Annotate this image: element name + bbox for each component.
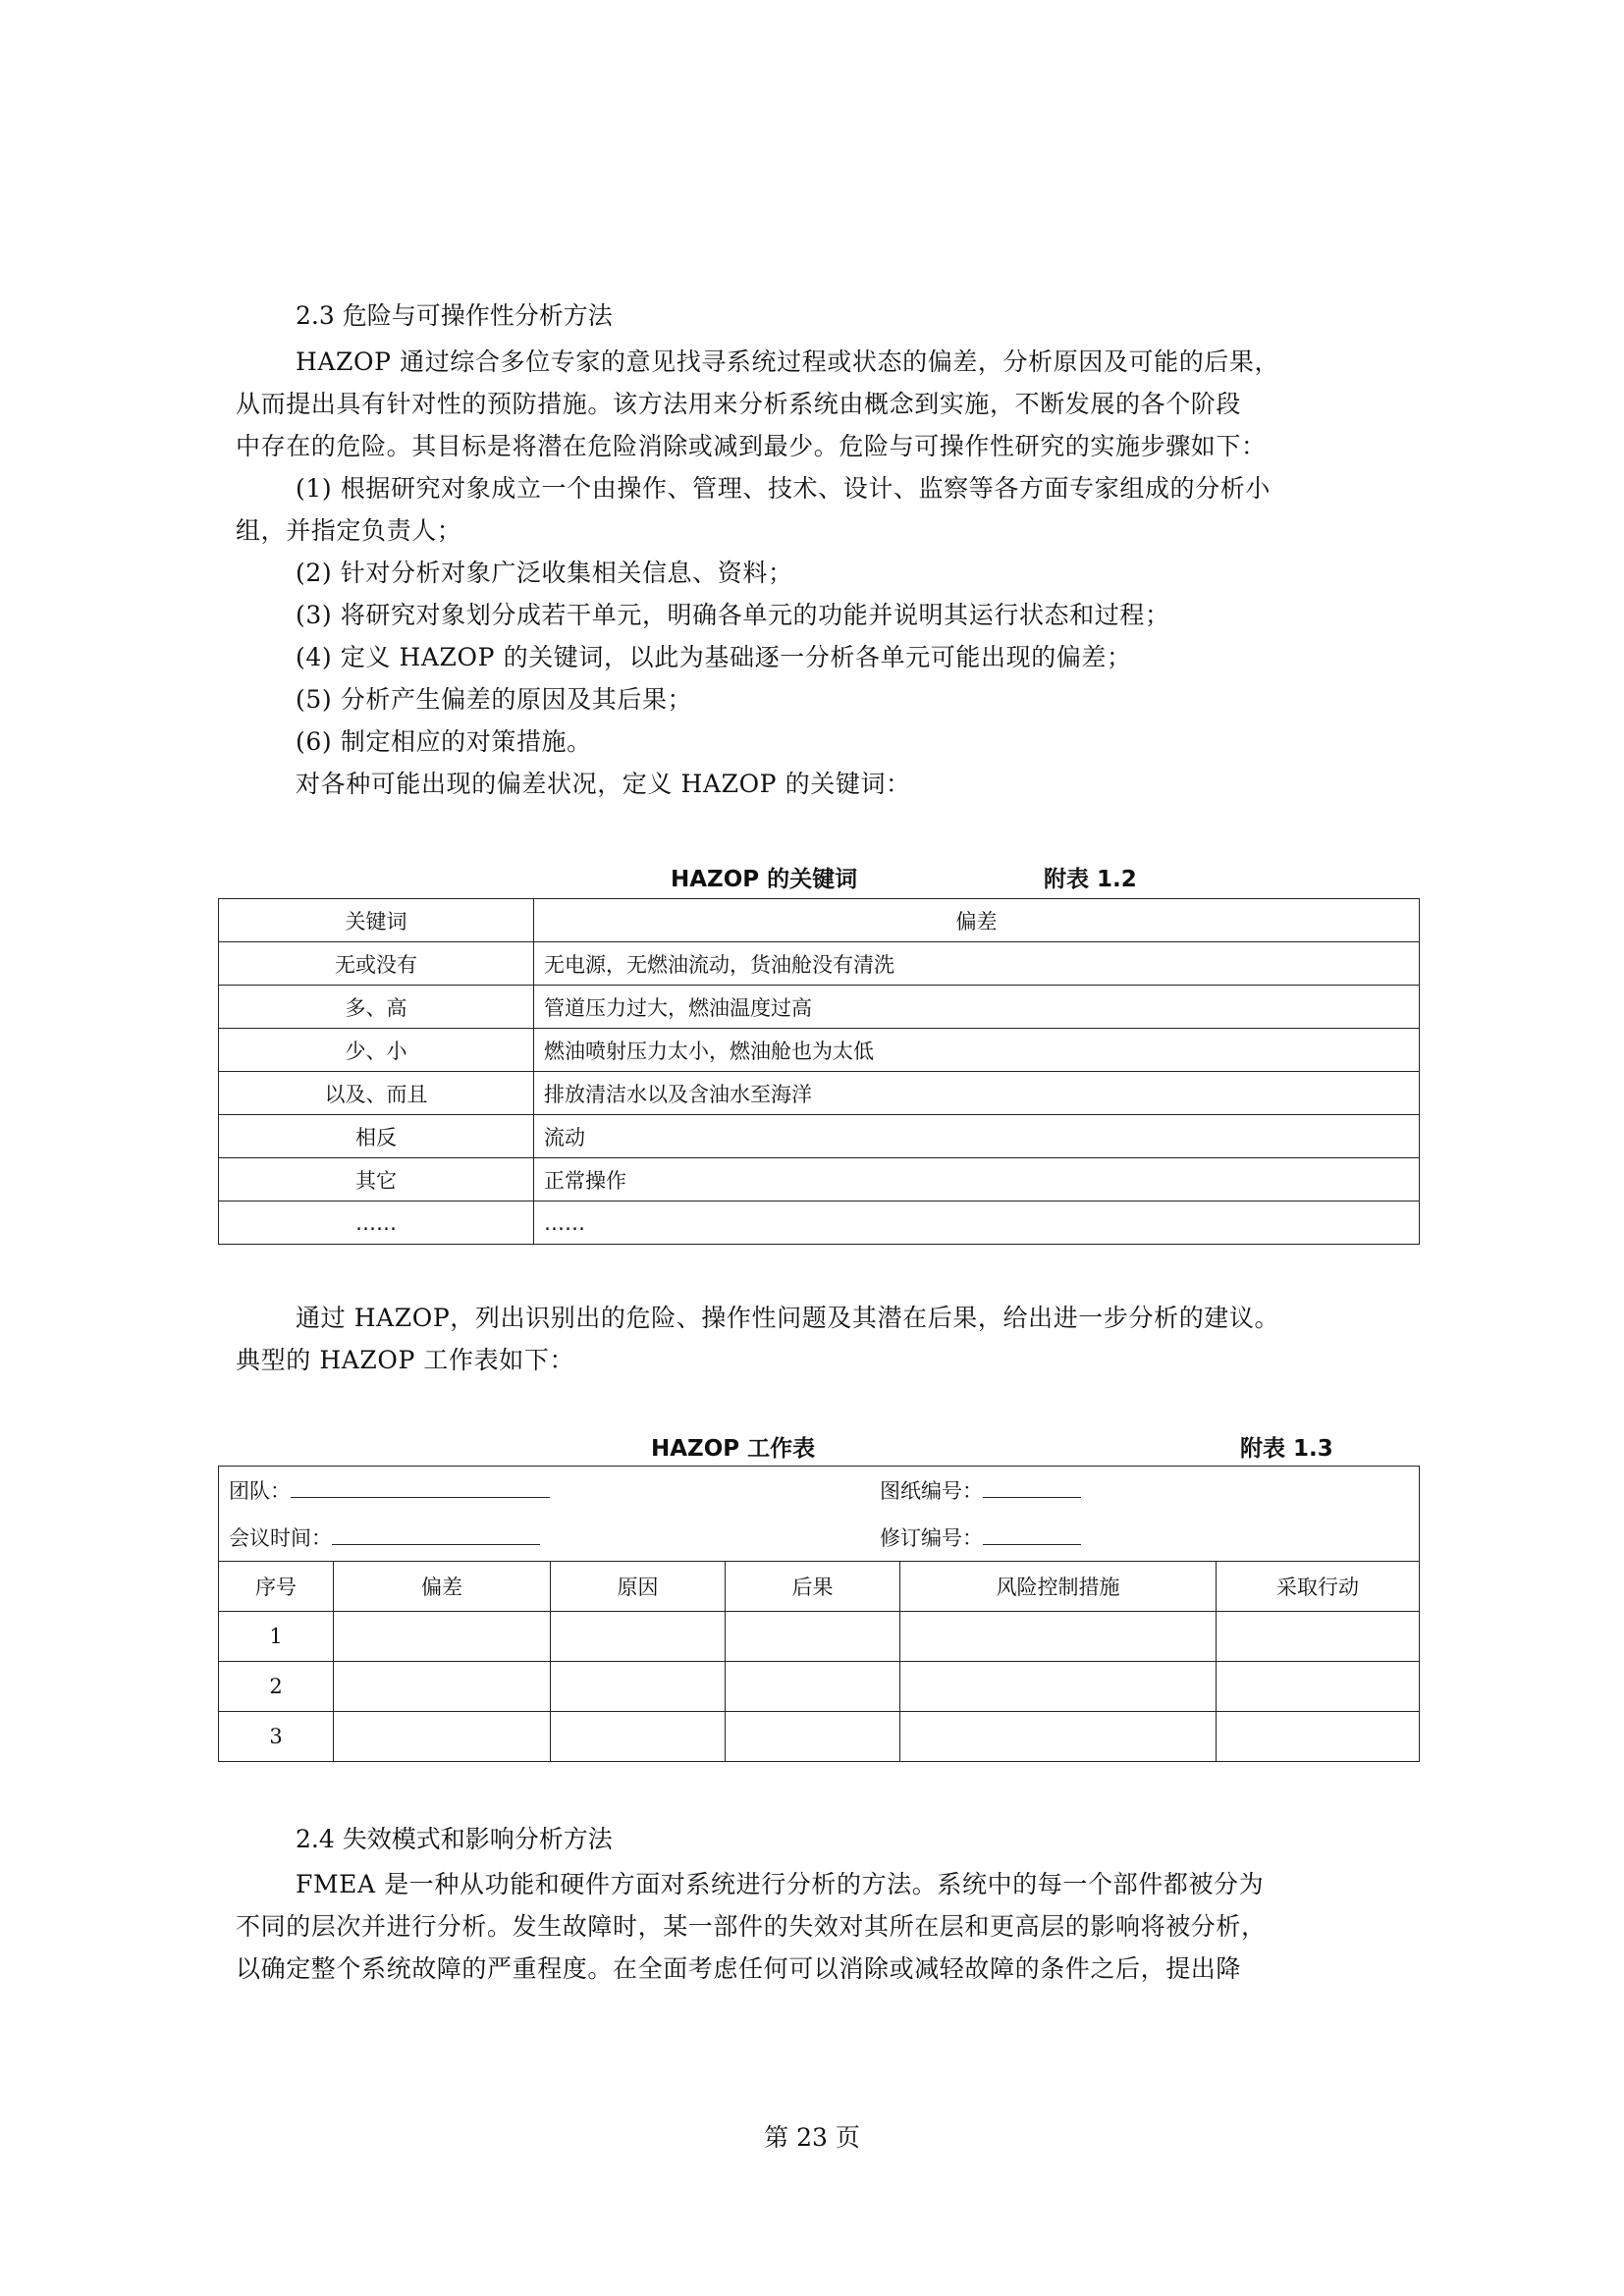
body-line: 以确定整个系统故障的严重程度。在全面考虑任何可以消除或减轻故障的条件之后，提出降 xyxy=(236,1954,1242,1983)
keyword-intro: 对各种可能出现的偏差状况，定义 HAZOP 的关键词： xyxy=(296,770,911,798)
deviation-cell: 无电源，无燃油流动，货油舱没有清洗 xyxy=(534,942,1420,986)
row-number-cell: 1 xyxy=(219,1612,334,1662)
table-row xyxy=(219,1612,1420,1662)
column-header: 偏差 xyxy=(334,1562,551,1612)
meta-cell xyxy=(219,1514,1420,1562)
step-item: (2) 针对分析对象广泛收集相关信息、资料； xyxy=(296,559,793,587)
table-row xyxy=(219,1072,1420,1115)
meeting-time-label: 会议时间： xyxy=(229,1526,332,1550)
intro-line: HAZOP 通过综合多位专家的意见找寻系统过程或状态的偏差，分析原因及可能的后果， xyxy=(296,347,1280,376)
worksheet-meta-row xyxy=(219,1467,1420,1515)
empty-cell xyxy=(1217,1712,1420,1762)
column-header: 序号 xyxy=(219,1562,334,1612)
worksheet-intro-line: 通过 HAZOP，列出识别出的危险、操作性问题及其潜在后果，给出进一步分析的建议。 xyxy=(296,1304,1280,1332)
deviation-cell: 流动 xyxy=(534,1115,1420,1158)
step-item: 组，并指定负责人； xyxy=(236,516,462,545)
empty-cell xyxy=(551,1612,726,1662)
table-row xyxy=(219,1201,1420,1245)
empty-cell xyxy=(726,1612,900,1662)
body-line: 不同的层次并进行分析。发生故障时，某一部件的失效对其所在层和更高层的影响将被分析， xyxy=(236,1912,1267,1941)
deviation-cell: 排放清洁水以及含油水至海洋 xyxy=(534,1072,1420,1115)
deviation-cell: …… xyxy=(534,1201,1420,1245)
row-number-cell: 3 xyxy=(219,1712,334,1762)
empty-cell xyxy=(551,1662,726,1712)
empty-cell xyxy=(900,1662,1217,1712)
keyword-cell: 少、小 xyxy=(219,1029,534,1072)
hazop-keyword-table xyxy=(218,898,1420,1245)
section-2-4-heading: 2.4 失效模式和影响分析方法 xyxy=(296,1825,613,1853)
table-header-row xyxy=(219,899,1420,942)
section-2-4-body xyxy=(236,1863,1409,1990)
table-row xyxy=(219,1115,1420,1158)
table-row xyxy=(219,1712,1420,1762)
step-item: (1) 根据研究对象成立一个由操作、管理、技术、设计、监察等各方面专家组成的分析小 xyxy=(296,474,1271,503)
empty-cell xyxy=(726,1662,900,1712)
drawing-number-field xyxy=(880,1475,1081,1505)
empty-cell xyxy=(334,1662,551,1712)
empty-cell xyxy=(334,1612,551,1662)
section-2-3-heading: 2.3 危险与可操作性分析方法 xyxy=(296,301,613,330)
keyword-cell: 其它 xyxy=(219,1158,534,1201)
hazop-worksheet-table xyxy=(218,1466,1420,1762)
revision-number-label: 修订编号： xyxy=(880,1526,983,1550)
team-blank xyxy=(291,1477,550,1498)
drawing-number-blank xyxy=(983,1477,1081,1498)
empty-cell xyxy=(900,1612,1217,1662)
table-1-2-ref: 附表 1.2 xyxy=(1044,867,1137,892)
section-2-3-intro xyxy=(236,341,1409,467)
deviation-cell: 正常操作 xyxy=(534,1158,1420,1201)
table-1-3-title: HAZOP 工作表 xyxy=(651,1436,816,1462)
deviation-cell: 燃油喷射压力太小，燃油舱也为太低 xyxy=(534,1029,1420,1072)
revision-number-field xyxy=(880,1522,1081,1552)
table-row xyxy=(219,1662,1420,1712)
drawing-number-label: 图纸编号： xyxy=(880,1479,983,1503)
page-number: 第 23 页 xyxy=(764,2123,860,2152)
deviation-cell: 管道压力过大，燃油温度过高 xyxy=(534,986,1420,1029)
table-row xyxy=(219,942,1420,986)
keyword-cell: 多、高 xyxy=(219,986,534,1029)
empty-cell xyxy=(900,1712,1217,1762)
column-header: 后果 xyxy=(726,1562,900,1612)
hazop-steps xyxy=(236,467,1409,805)
step-item: (6) 制定相应的对策措施。 xyxy=(296,727,592,756)
column-header: 风险控制措施 xyxy=(900,1562,1217,1612)
step-item: (5) 分析产生偏差的原因及其后果； xyxy=(296,685,693,714)
meta-cell xyxy=(219,1467,1420,1515)
keyword-cell: …… xyxy=(219,1201,534,1245)
table-header-row xyxy=(219,1562,1420,1612)
table-row xyxy=(219,1158,1420,1201)
team-label: 团队： xyxy=(229,1479,291,1503)
empty-cell xyxy=(1217,1662,1420,1712)
keyword-cell: 相反 xyxy=(219,1115,534,1158)
row-number-cell: 2 xyxy=(219,1662,334,1712)
column-header: 偏差 xyxy=(534,899,1420,942)
intro-line: 从而提出具有针对性的预防措施。该方法用来分析系统由概念到实施，不断发展的各个阶段 xyxy=(236,390,1242,418)
body-line: FMEA 是一种从功能和硬件方面对系统进行分析的方法。系统中的每一个部件都被分为 xyxy=(296,1870,1265,1898)
column-header: 原因 xyxy=(551,1562,726,1612)
worksheet-intro xyxy=(236,1297,1409,1381)
table-1-2-title: HAZOP 的关键词 xyxy=(671,867,858,892)
empty-cell xyxy=(551,1712,726,1762)
column-header: 关键词 xyxy=(219,899,534,942)
empty-cell xyxy=(334,1712,551,1762)
intro-line: 中存在的危险。其目标是将潜在危险消除或减到最少。危险与可操作性研究的实施步骤如下： xyxy=(236,432,1267,460)
table-row xyxy=(219,986,1420,1029)
empty-cell xyxy=(1217,1612,1420,1662)
revision-number-blank xyxy=(983,1524,1081,1545)
step-item: (3) 将研究对象划分成若干单元，明确各单元的功能并说明其运行状态和过程； xyxy=(296,601,1170,629)
step-item: (4) 定义 HAZOP 的关键词，以此为基础逐一分析各单元可能出现的偏差； xyxy=(296,643,1132,671)
keyword-cell: 无或没有 xyxy=(219,942,534,986)
keyword-cell: 以及、而且 xyxy=(219,1072,534,1115)
column-header: 采取行动 xyxy=(1217,1562,1420,1612)
table-1-3-ref: 附表 1.3 xyxy=(1240,1436,1333,1462)
worksheet-intro-line: 典型的 HAZOP 工作表如下： xyxy=(236,1346,575,1374)
worksheet-meta-row xyxy=(219,1514,1420,1562)
empty-cell xyxy=(726,1712,900,1762)
meeting-time-blank xyxy=(332,1524,540,1545)
table-row xyxy=(219,1029,1420,1072)
